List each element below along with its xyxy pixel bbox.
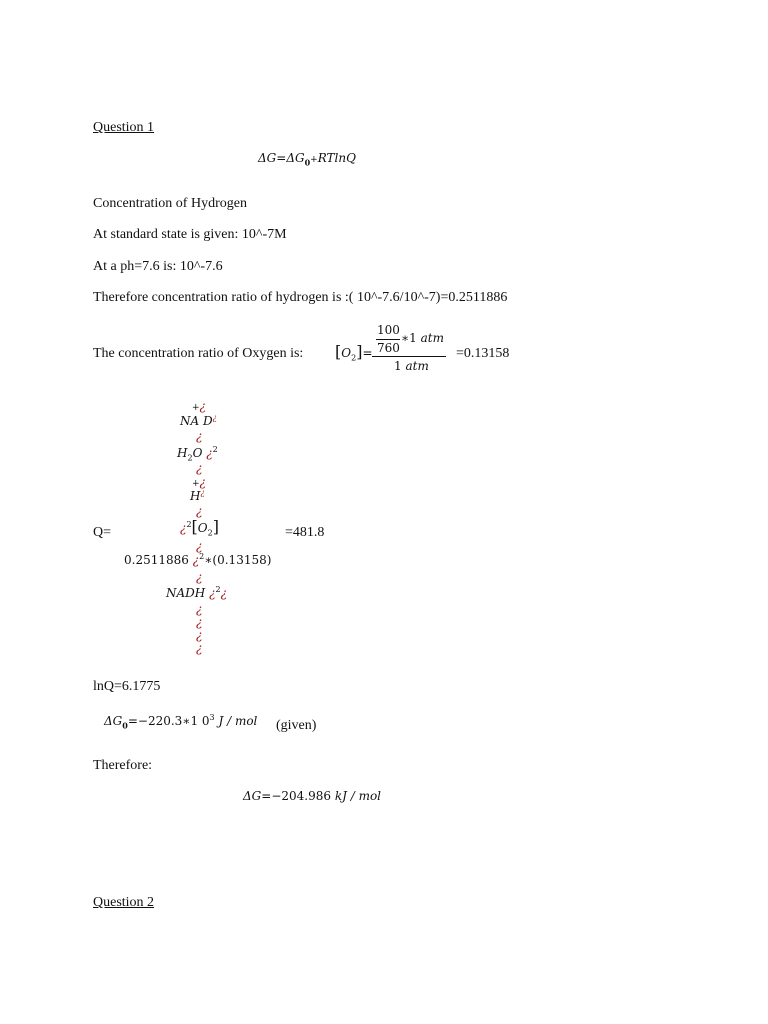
o2-o-q: O [197,521,208,535]
garble-char: ¿ [206,446,213,460]
nadh-text: NADH [166,586,206,600]
garble-line-1: ¿ [196,429,203,443]
question-1-heading: Question 1 [93,120,155,135]
garble-char: ¿ [212,413,217,422]
eq-plus: + [310,155,318,165]
garble-line-9: ¿ [196,641,203,655]
h2o-line [177,445,218,463]
final-dg-value: =−204.986 [261,789,331,803]
o2-eq: = [362,346,373,360]
garble-line-3: ¿ [196,504,203,518]
eq-sign: = [276,151,287,165]
question-2-heading: Question 2 [93,895,155,910]
squared: 2 [199,552,205,561]
garble-char: ¿ [220,586,228,600]
garble-char: ¿ [192,553,200,567]
squared: 2 [186,520,192,529]
dg0-value: =−220.3∗1 0 [127,714,210,728]
h2o-h: H [177,446,188,460]
nad-text: NA D [180,414,213,428]
mult-paren: ∗(0.13158) [204,553,272,567]
inner-fraction-line [376,339,400,340]
plus-sign: + [192,403,200,413]
fraction-denominator [394,359,429,373]
garble-char: ¿ [180,521,187,535]
oxygen-ratio-label: The concentration ratio of Oxygen is: [93,346,304,361]
nad-line [180,414,217,428]
final-dg-equation [243,789,381,803]
final-dg-unit: kJ / mol [331,789,382,803]
dg0-equation [104,713,258,731]
squared: 2 [215,585,221,594]
garble-char: ¿ [199,399,206,413]
main-fraction-line [372,356,446,357]
coef-value: 0.2511886 [124,553,189,567]
garble-line-8: ¿ [196,628,203,642]
o2-line: ¿$^2[O_2]$ [180,517,219,538]
garble-line-5: ¿ [196,570,203,584]
q-label: Q= [93,525,112,540]
squared: 2 [212,445,218,454]
hydrogen-concentration-title: Concentration of Hydrogen [93,196,247,211]
eq-rtlnq: RTlnQ [317,151,356,165]
dg0-sub: 0 [122,720,128,731]
coef-line [124,553,271,567]
dg0-exp: 3 [209,713,215,722]
eq-sub0: 0 [304,157,311,168]
q-result: =481.8 [285,525,325,540]
garble-line-4: ¿ [196,539,203,553]
nadh-line [166,586,227,600]
fraction-mult-atm [401,331,444,345]
fraction-760: 760 [377,341,400,355]
dg0-unit: J / mol [214,714,258,728]
o2-o: O [341,346,352,360]
oxygen-bracket: $[O_2]=$ [335,342,373,363]
eq-lhs: ΔG [258,151,277,165]
standard-state-line: At standard state is given: 10^-7M [93,227,287,242]
h-line [190,489,205,503]
atm-unit: atm [420,331,444,345]
ph-line: At a ph=7.6 is: 10^-7.6 [93,259,223,274]
garble-line-7: ¿ [196,615,203,629]
o2-sub-q: 2 [207,528,213,538]
gibbs-equation [258,151,356,167]
fraction-100: 100 [377,323,400,337]
garble-line-2: ¿ [196,461,203,475]
h2o-sub: 2 [187,453,193,463]
mult-one: ∗1 [401,331,417,345]
garble-char: ¿ [209,586,216,600]
lnq-line: lnQ=6.1775 [93,679,161,694]
dg0-lhs: ΔG [104,714,123,728]
q-plus-1 [192,399,206,415]
oxygen-result: =0.13158 [456,346,510,361]
h2o-o: O [192,446,203,460]
eq-dg: ΔG [286,151,305,165]
den-atm: atm [405,359,429,373]
garble-line-6: ¿ [196,602,203,616]
o2-sub: 2 [351,353,357,363]
den-one: 1 [394,359,402,373]
plus-sign: + [192,479,200,489]
garble-char: ¿ [200,488,205,497]
given-note: (given) [276,718,317,733]
h-text: H [190,489,201,503]
final-dg-lhs: ΔG [243,789,262,803]
therefore-line: Therefore: [93,758,153,773]
hydrogen-ratio-line: Therefore concentration ratio of hydrogen is :( 10^-7.6/10^-7)=0.2511886 [93,290,508,305]
garble-char: ¿ [199,475,206,489]
